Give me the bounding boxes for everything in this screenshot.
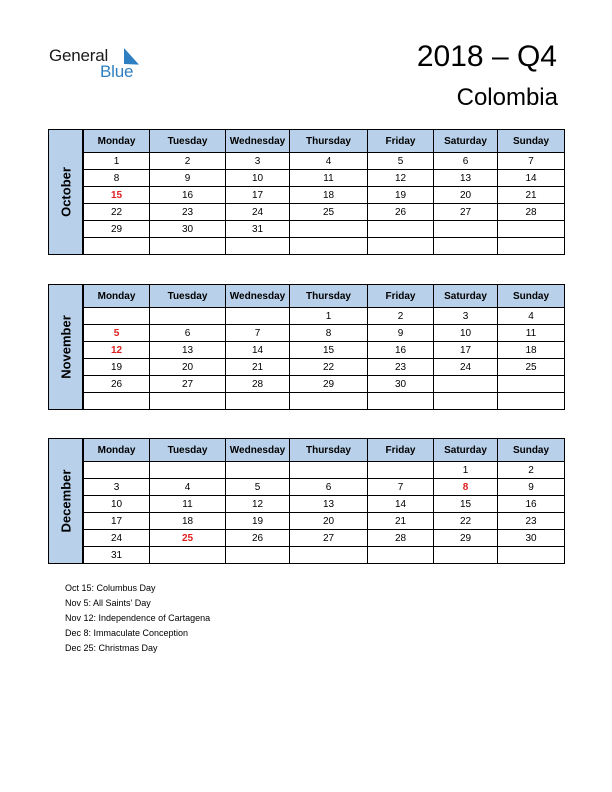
day-cell — [150, 308, 226, 325]
day-cell: 22 — [290, 359, 368, 376]
day-cell — [434, 221, 498, 238]
logo-blue-text: Blue — [100, 62, 134, 81]
weekday-header: Monday — [84, 439, 150, 462]
day-cell — [226, 308, 290, 325]
month-label-column — [48, 438, 83, 564]
day-cell: 12 — [84, 342, 150, 359]
week-row — [84, 530, 565, 547]
day-cell — [84, 393, 150, 410]
day-cell: 9 — [498, 479, 565, 496]
day-cell — [226, 547, 290, 564]
month-block — [48, 284, 564, 410]
day-cell: 27 — [150, 376, 226, 393]
day-cell — [368, 462, 434, 479]
day-cell: 31 — [226, 221, 290, 238]
day-cell: 19 — [84, 359, 150, 376]
week-row — [84, 376, 565, 393]
day-cell: 27 — [434, 204, 498, 221]
day-cell: 12 — [226, 496, 290, 513]
page-title: 2018 – Q4 — [416, 40, 557, 73]
weekday-header: Saturday — [434, 285, 498, 308]
week-row — [84, 325, 565, 342]
weekday-header: Thursday — [290, 130, 368, 153]
day-cell — [150, 238, 226, 255]
day-cell: 5 — [84, 325, 150, 342]
day-cell — [290, 221, 368, 238]
month-label-column — [48, 129, 83, 255]
day-cell — [368, 238, 434, 255]
day-cell: 28 — [368, 530, 434, 547]
month-block — [48, 438, 564, 564]
week-row — [84, 221, 565, 238]
day-cell: 24 — [226, 204, 290, 221]
day-cell: 26 — [368, 204, 434, 221]
holiday-note: Dec 8: Immaculate Conception — [65, 628, 189, 638]
day-cell: 1 — [84, 153, 150, 170]
day-cell: 25 — [150, 530, 226, 547]
day-cell: 28 — [498, 204, 565, 221]
week-row — [84, 359, 565, 376]
day-cell — [290, 393, 368, 410]
week-row — [84, 308, 565, 325]
month-name: November — [58, 315, 73, 379]
day-cell: 29 — [290, 376, 368, 393]
day-cell: 20 — [290, 513, 368, 530]
weekday-header: Wednesday — [226, 130, 290, 153]
day-cell: 15 — [290, 342, 368, 359]
day-cell: 8 — [434, 479, 498, 496]
day-cell: 11 — [498, 325, 565, 342]
month-block — [48, 129, 564, 255]
day-cell: 19 — [368, 187, 434, 204]
day-cell — [498, 393, 565, 410]
day-cell: 18 — [290, 187, 368, 204]
weekday-header: Tuesday — [150, 439, 226, 462]
week-row — [84, 496, 565, 513]
weekday-header: Wednesday — [226, 439, 290, 462]
day-cell: 2 — [368, 308, 434, 325]
day-cell — [498, 547, 565, 564]
day-cell: 14 — [226, 342, 290, 359]
day-cell: 19 — [226, 513, 290, 530]
day-cell: 13 — [150, 342, 226, 359]
day-cell — [150, 393, 226, 410]
day-cell: 11 — [150, 496, 226, 513]
day-cell — [498, 221, 565, 238]
day-cell: 31 — [84, 547, 150, 564]
weekday-header: Friday — [368, 285, 434, 308]
day-cell — [434, 376, 498, 393]
week-row — [84, 238, 565, 255]
week-row — [84, 393, 565, 410]
week-row — [84, 170, 565, 187]
day-cell: 10 — [226, 170, 290, 187]
weekday-header: Tuesday — [150, 130, 226, 153]
day-cell — [498, 238, 565, 255]
day-cell: 1 — [434, 462, 498, 479]
day-cell — [290, 462, 368, 479]
holiday-notes — [65, 581, 210, 656]
day-cell: 29 — [434, 530, 498, 547]
day-cell — [226, 393, 290, 410]
day-cell: 23 — [150, 204, 226, 221]
day-cell: 9 — [368, 325, 434, 342]
weekday-header: Wednesday — [226, 285, 290, 308]
day-cell: 16 — [498, 496, 565, 513]
weekday-header: Thursday — [290, 285, 368, 308]
week-row — [84, 479, 565, 496]
day-cell: 3 — [434, 308, 498, 325]
day-cell: 17 — [226, 187, 290, 204]
day-cell: 7 — [498, 153, 565, 170]
week-row — [84, 204, 565, 221]
holiday-note: Dec 25: Christmas Day — [65, 643, 158, 653]
day-cell: 16 — [368, 342, 434, 359]
day-cell: 2 — [498, 462, 565, 479]
day-cell: 17 — [434, 342, 498, 359]
day-cell: 22 — [84, 204, 150, 221]
day-cell — [434, 547, 498, 564]
day-cell: 21 — [498, 187, 565, 204]
day-cell: 15 — [84, 187, 150, 204]
day-cell: 10 — [434, 325, 498, 342]
holiday-note: Nov 5: All Saints' Day — [65, 598, 151, 608]
day-cell: 15 — [434, 496, 498, 513]
day-cell: 6 — [434, 153, 498, 170]
day-cell: 23 — [368, 359, 434, 376]
holiday-note: Nov 12: Independence of Cartagena — [65, 613, 211, 623]
weekday-header: Saturday — [434, 130, 498, 153]
week-row — [84, 153, 565, 170]
week-row — [84, 547, 565, 564]
day-cell: 7 — [368, 479, 434, 496]
day-cell: 25 — [290, 204, 368, 221]
day-cell — [84, 462, 150, 479]
day-cell: 18 — [150, 513, 226, 530]
day-cell: 21 — [226, 359, 290, 376]
day-cell: 21 — [368, 513, 434, 530]
weekday-header: Sunday — [498, 439, 565, 462]
day-cell: 17 — [84, 513, 150, 530]
country-name: Colombia — [456, 84, 558, 111]
day-cell — [150, 547, 226, 564]
weekday-header: Tuesday — [150, 285, 226, 308]
weekday-header: Friday — [368, 130, 434, 153]
day-cell: 6 — [290, 479, 368, 496]
day-cell: 14 — [498, 170, 565, 187]
day-cell: 23 — [498, 513, 565, 530]
logo — [49, 44, 149, 84]
weekday-header: Monday — [84, 130, 150, 153]
day-cell — [150, 462, 226, 479]
day-cell: 4 — [290, 153, 368, 170]
day-cell: 6 — [150, 325, 226, 342]
day-cell: 29 — [84, 221, 150, 238]
day-cell — [498, 376, 565, 393]
day-cell: 7 — [226, 325, 290, 342]
day-cell — [84, 308, 150, 325]
day-cell — [434, 238, 498, 255]
day-cell: 16 — [150, 187, 226, 204]
day-cell: 27 — [290, 530, 368, 547]
day-cell: 9 — [150, 170, 226, 187]
day-cell: 18 — [498, 342, 565, 359]
weekday-header: Monday — [84, 285, 150, 308]
week-row — [84, 342, 565, 359]
day-cell: 30 — [498, 530, 565, 547]
day-cell: 10 — [84, 496, 150, 513]
day-cell: 5 — [226, 479, 290, 496]
day-cell — [368, 547, 434, 564]
day-cell: 26 — [84, 376, 150, 393]
holiday-note: Oct 15: Columbus Day — [65, 583, 156, 593]
week-row — [84, 462, 565, 479]
logo-general-text: General — [49, 46, 109, 65]
day-cell: 20 — [150, 359, 226, 376]
weekday-header: Sunday — [498, 130, 565, 153]
day-cell: 4 — [150, 479, 226, 496]
day-cell: 5 — [368, 153, 434, 170]
week-row — [84, 513, 565, 530]
day-cell — [368, 221, 434, 238]
month-name: December — [58, 469, 73, 533]
day-cell — [368, 393, 434, 410]
day-cell — [290, 238, 368, 255]
day-cell: 26 — [226, 530, 290, 547]
week-row — [84, 187, 565, 204]
month-name: October — [58, 167, 73, 217]
day-cell: 30 — [368, 376, 434, 393]
day-cell: 12 — [368, 170, 434, 187]
day-cell: 2 — [150, 153, 226, 170]
day-cell: 30 — [150, 221, 226, 238]
calendar-table — [83, 438, 565, 564]
day-cell — [290, 547, 368, 564]
day-cell: 20 — [434, 187, 498, 204]
month-label-column — [48, 284, 83, 410]
day-cell: 28 — [226, 376, 290, 393]
day-cell: 3 — [226, 153, 290, 170]
day-cell: 13 — [434, 170, 498, 187]
day-cell — [226, 462, 290, 479]
day-cell: 3 — [84, 479, 150, 496]
day-cell: 8 — [290, 325, 368, 342]
day-cell: 24 — [84, 530, 150, 547]
weekday-header: Sunday — [498, 285, 565, 308]
day-cell: 11 — [290, 170, 368, 187]
day-cell — [434, 393, 498, 410]
weekday-header: Saturday — [434, 439, 498, 462]
day-cell: 1 — [290, 308, 368, 325]
day-cell: 14 — [368, 496, 434, 513]
calendar-table — [83, 284, 565, 410]
weekday-header: Friday — [368, 439, 434, 462]
day-cell: 25 — [498, 359, 565, 376]
day-cell: 13 — [290, 496, 368, 513]
calendar-table — [83, 129, 565, 255]
day-cell: 24 — [434, 359, 498, 376]
day-cell: 4 — [498, 308, 565, 325]
day-cell — [226, 238, 290, 255]
day-cell: 8 — [84, 170, 150, 187]
weekday-header: Thursday — [290, 439, 368, 462]
day-cell: 22 — [434, 513, 498, 530]
day-cell — [84, 238, 150, 255]
